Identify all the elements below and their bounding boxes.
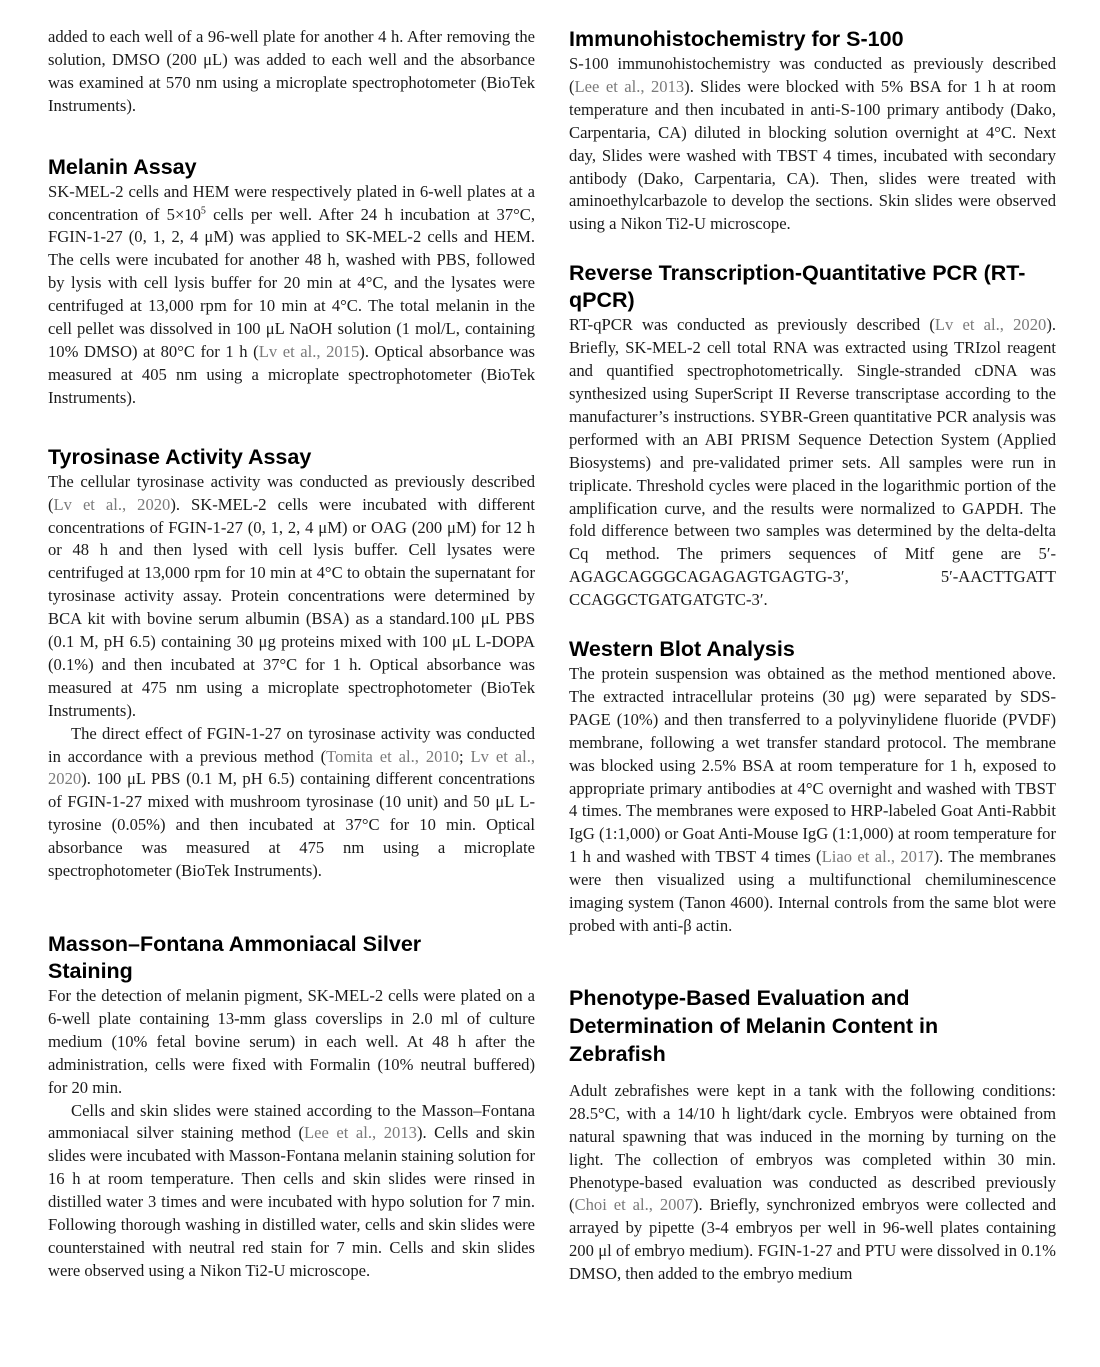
tyrosinase-assay-paragraph-1 [48, 471, 535, 723]
zebrafish-heading: Phenotype-Based Evaluation and Determination of Melanin Content in Zebrafish [569, 985, 939, 1066]
citation-link[interactable]: Tomita et al., 2010 [326, 746, 460, 766]
text-run: Cells and skin slides were stained according to the Masson–Fontana ammoniacal silver staining method ( [48, 1100, 535, 1143]
right-column [569, 26, 1056, 1286]
text-run: ). Briefly, SK-MEL-2 cell total RNA was extracted using TRIzol reagent and quantified spectrophotometrically. Single-stranded cDNA was synthesized using SuperScript II Reverse transcriptase according to the manufacturer’s instructions. SYBR-Green quantitative PCR analysis was performed with an ABI PRISM Sequence Detection System (Applied Biosystems) and pre-validated primer sets. All samples were run in triplicate. Threshold cycles were placed in the logarithmic portion of the amplification curve, and the results were normalized to GAPDH. The fold difference between two samples was determined by the delta-delta Cq method. The primers sequences of Mitf gene are 5′-AGAGCAGGGCAGAGAGTGAGTG-3′, 5′-AACTTGATT CCAGGCTGATGATGTC-3′. [569, 315, 1056, 610]
masson-fontana-paragraph-2 [48, 1100, 535, 1283]
citation-link[interactable]: Lv et al., 2015 [258, 341, 360, 361]
text-run: RT-qPCR was conducted as previously described ( [569, 315, 935, 335]
tyrosinase-assay-heading: Tyrosinase Activity Assay [48, 444, 312, 469]
text-run: The direct effect of FGIN-1-27 on tyrosinase activity was conducted in accordance with a previous method ( [48, 723, 535, 766]
text-run: cells per well. After 24 h incubation at 37°C, FGIN-1-27 (0, 1, 2, 4 μM) was applied to SK-MEL-2 cells and HEM. The cells were incubated for another 48 h, washed with PBS, followed by lysis with cell lysis buffer for 20 min at 4°C, and the lysates were centrifuged at 13,000 rpm for 10 min at 4°C. The total melanin in the cell pellet was dissolved in 100 μL NaOH solution (1 mol/L, containing 10% DMSO) at 80°C for 1 h ( [48, 204, 536, 361]
masson-fontana-heading: Masson–Fontana Ammoniacal Silver Staining [48, 932, 422, 983]
text-run: ). 100 μL PBS (0.1 M, pH 6.5) containing different concentrations of FGIN-1-27 mixed with mushroom tyrosinase (10 unit) and 50 μL L-tyrosine (0.05%) and then incubated at 37°C for 10 min. Optical absorbance was measured at 475 nm using a microplate spectrophotometer (BioTek Instruments). [48, 769, 535, 881]
citation-link[interactable]: Lee et al., 2013 [304, 1123, 417, 1143]
melanin-assay-heading: Melanin Assay [48, 154, 197, 179]
zebrafish-paragraph [569, 1080, 1056, 1286]
text-run: S-100 immunohistochemistry was conducted as previously described ( [569, 54, 1056, 96]
tyrosinase-assay-paragraph-2 [48, 723, 535, 883]
ihc-paragraph [569, 53, 1056, 236]
text-run: ). SK-MEL-2 cells were incubated with different concentrations of FGIN-1-27 (0, 1, 2, 4 μM) or OAG (200 μM) for 12 h or 48 h and then lysed with cell lysis buffer. Cell lysates were centrifuged at 13,000 rpm for 10 min at 4°C to obtain the supernatant for tyrosinase activity assay. Protein concentrations were determined by BCA kit with bovine serum albumin (BSA) as a standard.100 μL PBS (0.1 M, pH 6.5) containing 30 μg proteins mixed with 100 μL L-DOPA (0.1%) and then incubated at 37°C for 1 h. Optical absorbance was measured at 475 nm using a microplate spectrophotometer (BioTek Instruments). [48, 494, 535, 720]
text-run: The cellular tyrosinase activity was conducted as previously described ( [48, 471, 535, 514]
text-run: ; [459, 746, 471, 766]
text-run: Adult zebrafishes were kept in a tank with the following conditions: 28.5°C, with a 14/10 h light/dark cycle. Embryos were obtained from natural spawning that was induced in the morning by turning on the light. The collection of embryos was completed within 30 min. Phenotype-based evaluation was conducted as described previously ( [569, 1080, 1056, 1215]
intro-paragraph: added to each well of a 96-well plate for another 4 h. After removing the solution, DMSO (200 μL) was added to each well and the absorbance was examined at 570 nm using a microplate spectrophotometer (BioTek Instruments). [48, 27, 535, 115]
rtqpcr-heading: Reverse Transcription-Quantitative PCR (RT-qPCR) [569, 261, 1026, 313]
text-run: SK-MEL-2 cells and HEM were respectively plated in 6-well plates at a concentration of 5×10 [48, 181, 535, 224]
rtqpcr-paragraph [569, 314, 1056, 612]
citation-link[interactable]: Lv et al., 2020 [48, 746, 535, 789]
text-run: ). Cells and skin slides were incubated with Masson-Fontana melanin staining solution for 16 h at room temperature. Then cells and skin slides were rinsed in distilled water 3 times and were incubated with hypo solution for 7 min. Following thorough washing in distilled water, cells and skin slides were counterstained with neutral red stain for 7 min. Cells and skin slides were observed using a Nikon Ti2-U microscope. [48, 1123, 535, 1280]
text-run: The protein suspension was obtained as the method mentioned above. The extracted intracellular proteins (30 μg) were separated by SDS-PAGE (10%) and then transferred to a polyvinylidene fluoride (PVDF) membrane, following a wet transfer standard protocol. The membrane was blocked using 2.5% BSA at room temperature for 1 h, exposed to appropriate primary antibodies at 4°C overnight and washed with TBST 4 times. The membranes were exposed to HRP-labeled Goat Anti-Rabbit IgG (1:1,000) or Goat Anti-Mouse IgG (1:1,000) at room temperature for 1 h and washed with TBST 4 times ( [569, 664, 1056, 867]
citation-link[interactable]: Liao et al., 2017 [821, 847, 934, 867]
citation-link[interactable]: Choi et al., 2007 [574, 1195, 694, 1215]
text-run: ). Briefly, synchronized embryos were collected and arrayed by pipette (3-4 embryos per well in 96-well plates containing 200 μl of embryo medium). FGIN-1-27 and PTU were dissolved in 0.1% DMSO, then added to the embryo medium [569, 1195, 1056, 1284]
citation-link[interactable]: Lv et al., 2020 [53, 494, 171, 514]
ihc-heading: Immunohistochemistry for S-100 [569, 27, 904, 51]
left-column [48, 26, 535, 1283]
western-blot-paragraph [569, 663, 1056, 938]
citation-link[interactable]: Lee et al., 2013 [574, 76, 685, 96]
text-run: ). Slides were blocked with 5% BSA for 1 h at room temperature and then incubated in anti-S-100 primary antibody (Dako, Carpentaria, CA) diluted in blocking solution overnight at 4°C. Next day, Slides were washed with TBST 4 times, incubated with secondary antibody (Dako, Carpentaria, CA). Then, slides were treated with aminoethylcarbazole to develop the sections. Skin slides were observed using a Nikon Ti2-U microscope. [569, 76, 1056, 234]
text-run: ). The membranes were then visualized using a multifunctional chemiluminescence imaging system (Tanon 4600). Internal controls from the same blot were probed with anti-β actin. [569, 847, 1056, 935]
western-blot-heading: Western Blot Analysis [569, 637, 795, 662]
text-run: ). Optical absorbance was measured at 405 nm using a microplate spectrophotometer (BioTek Instruments). [48, 341, 535, 407]
citation-link[interactable]: Lv et al., 2020 [934, 315, 1047, 335]
melanin-assay-paragraph [48, 181, 535, 410]
superscript: 5 [200, 205, 206, 216]
masson-fontana-paragraph-1: For the detection of melanin pigment, SK-MEL-2 cells were plated on a 6-well plate containing 13-mm glass coverslips in 2.0 ml of culture medium (10% fetal bovine serum) in each well. At 48 h after the administration, cells were fixed with Formalin (10% neutral buffered) for 20 min. [48, 986, 535, 1097]
